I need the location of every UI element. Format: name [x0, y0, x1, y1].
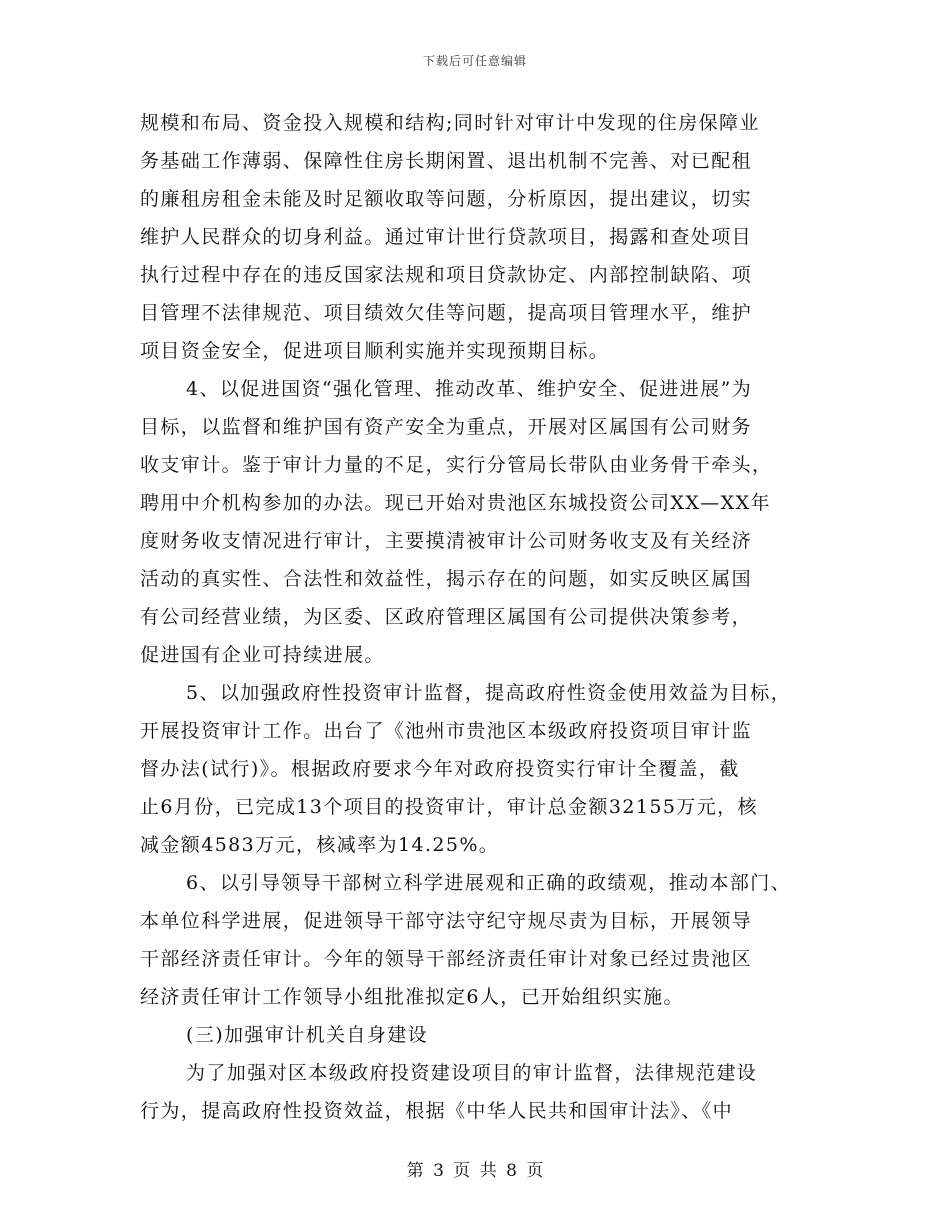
text-line: 执行过程中存在的违反国家法规和项目贷款协定、内部控制缺陷、项: [140, 264, 753, 286]
text-line: 规模和布局、资金投入规模和结构;同时针对审计中发现的住房保障业: [140, 112, 760, 134]
text-line: 目管理不法律规范、项目绩效欠佳等问题，提高项目管理水平，维护: [140, 302, 753, 324]
text-line: 聘用中介机构参加的办法。现已开始对贵池区东城投资公司XX—XX年: [140, 492, 771, 514]
text-line: 督办法(试行)》。根据政府要求今年对政府投资实行审计全覆盖，截: [140, 758, 740, 780]
document-body: [140, 104, 820, 1130]
text-line: 6、以引导领导干部树立科学进展观和正确的政绩观，推动本部门、: [186, 872, 792, 894]
text-line: 4、以促进国资“强化管理、推动改革、维护安全、促进进展”为: [186, 378, 753, 400]
text-line: 活动的真实性、合法性和效益性，揭示存在的问题，如实反映区属国: [140, 568, 753, 590]
text-line: 止6月份，已完成13个项目的投资审计，审计总金额32155万元，核: [140, 796, 758, 818]
text-line: 维护人民群众的切身利益。通过审计世行贷款项目，揭露和查处项目: [140, 226, 753, 248]
text-line: 5、以加强政府性投资审计监督，提高政府性资金使用效益为目标，: [186, 682, 792, 704]
page-header: 下载后可任意编辑: [422, 54, 527, 68]
text-line: 干部经济责任审计。今年的领导干部经济责任审计对象已经过贵池区: [140, 948, 753, 970]
text-line: 为了加强对区本级政府投资建设项目的审计监督，法律规范建设: [186, 1062, 758, 1084]
text-line: 目标，以监督和维护国有资产安全为重点，开展对区属国有公司财务: [140, 416, 753, 438]
text-line: 开展投资审计工作。出台了《池州市贵池区本级政府投资项目审计监: [140, 720, 753, 742]
page-footer: 第 3 页 共 8 页: [406, 1161, 544, 1181]
text-line: 有公司经营业绩，为区委、区政府管理区属国有公司提供决策参考，: [140, 606, 753, 628]
text-line: 减金额4583万元，核减率为14.25%。: [140, 834, 500, 856]
text-line: 促进国有企业可持续进展。: [140, 644, 385, 666]
text-line: 本单位科学进展，促进领导干部守法守纪守规尽责为目标，开展领导: [140, 910, 753, 932]
text-line: 度财务收支情况进行审计，主要摸清被审计公司财务收支及有关经济: [140, 530, 753, 552]
text-line: 项目资金安全，促进项目顺利实施并实现预期目标。: [140, 340, 610, 362]
text-line: 行为，提高政府性投资效益，根据《中华人民共和国审计法》、《中: [140, 1100, 734, 1122]
text-line: 经济责任审计工作领导小组批准拟定6人，已开始组织实施。: [140, 986, 684, 1008]
text-line: 收支审计。鉴于审计力量的不足，实行分管局长带队由业务骨干牵头，: [140, 454, 773, 476]
text-line: 务基础工作薄弱、保障性住房长期闲置、退出机制不完善、对已配租: [140, 150, 753, 172]
text-line: (三)加强审计机关自身建设: [186, 1024, 429, 1046]
text-line: 的廉租房租金未能及时足额收取等问题，分析原因，提出建议，切实: [140, 188, 753, 210]
